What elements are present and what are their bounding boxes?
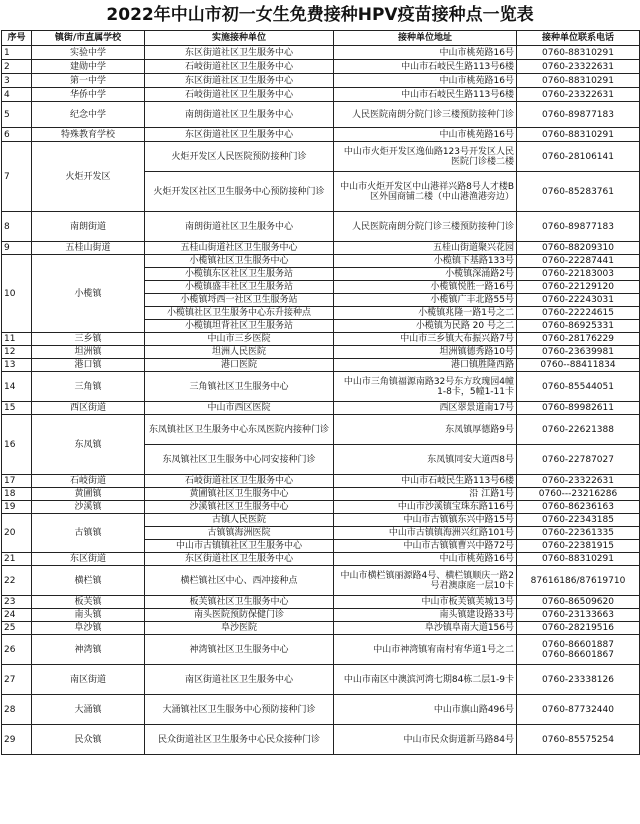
- row-phone: 0760-23322631: [517, 88, 640, 102]
- row-unit: 东区街道社区卫生服务中心: [145, 553, 334, 566]
- row-town: 建勋中学: [32, 60, 145, 74]
- table-row: [2, 333, 640, 346]
- row-unit: 火炬开发区社区卫生服务中心预防接种门诊: [145, 172, 334, 212]
- row-address: 中山市南区中澳滨河湾七期84栋二层1-9卡: [334, 665, 517, 695]
- row-address: 小榄镇下基路133号: [334, 255, 517, 268]
- row-number: 4: [2, 88, 32, 102]
- row-town: 神湾镇: [32, 635, 145, 665]
- row-unit: 中山市三乡医院: [145, 333, 334, 346]
- row-phone: 0760-28176229: [517, 333, 640, 346]
- row-town: 火炬开发区: [32, 142, 145, 212]
- row-address: 中山市桃苑路16号: [334, 553, 517, 566]
- row-address: 中山市横栏镇丽源路4号、横栏镇顺庆一路2号君澳康庭一层10卡: [334, 566, 517, 596]
- row-unit: 东凤镇社区卫生服务中心东凤医院内接种门诊: [145, 415, 334, 445]
- row-unit: 东区街道社区卫生服务中心: [145, 128, 334, 142]
- row-phone: 0760-85575254: [517, 725, 640, 755]
- table-row: [2, 415, 640, 445]
- row-number: 5: [2, 102, 32, 128]
- row-town: 南朗街道: [32, 212, 145, 242]
- row-town: 沙溪镇: [32, 501, 145, 514]
- row-town: 第一中学: [32, 74, 145, 88]
- row-phone: 0760-22243031: [517, 294, 640, 307]
- row-town: 古镇镇: [32, 514, 145, 553]
- header-unit: 实施接种单位: [145, 31, 334, 46]
- row-town: 坦洲镇: [32, 346, 145, 359]
- row-number: 18: [2, 488, 32, 501]
- row-unit: 石岐街道社区卫生服务中心: [145, 60, 334, 74]
- row-unit: 沙溪镇社区卫生服务中心: [145, 501, 334, 514]
- row-town: 阜沙镇: [32, 622, 145, 635]
- row-unit: 火炬开发区人民医院预防接种门诊: [145, 142, 334, 172]
- table-row: [2, 402, 640, 415]
- row-town: 实验中学: [32, 46, 145, 60]
- row-phone: 0760-22381915: [517, 540, 640, 553]
- row-address: 中山市旗山路496号: [334, 695, 517, 725]
- row-number: 13: [2, 359, 32, 372]
- table-row: [2, 142, 640, 172]
- row-address: 小榄镇悦胜一路16号: [334, 281, 517, 294]
- table-body: [2, 46, 640, 755]
- row-address: 中山市古镇镇海洲兴红路101号: [334, 527, 517, 540]
- row-unit: 中山市西区医院: [145, 402, 334, 415]
- row-phone: 0760-89982611: [517, 402, 640, 415]
- row-address: 中山市三乡镇大布振兴路7号: [334, 333, 517, 346]
- row-unit: 小榄镇社区卫生服务中心: [145, 255, 334, 268]
- row-town: 东区街道: [32, 553, 145, 566]
- table-row: [2, 128, 640, 142]
- row-phone: 0760-22787027: [517, 445, 640, 475]
- table-row: [2, 242, 640, 255]
- row-address: 小榄镇兆隆一路1号之二: [334, 307, 517, 320]
- row-phone: 87616186/87619710: [517, 566, 640, 596]
- row-address: 东凤镇同安大道西8号: [334, 445, 517, 475]
- row-phone: 0760-86509620: [517, 596, 640, 609]
- row-address: 小榄镇为民路 20 号之二: [334, 320, 517, 333]
- table-row: [2, 665, 640, 695]
- row-address: 中山市火炬开发区逸仙路123号开发区人民医院门诊楼二楼: [334, 142, 517, 172]
- page-title: 2022年中山市初一女生免费接种HPV疫苗接种点一览表: [106, 5, 534, 25]
- header-address: 接种单位地址: [334, 31, 517, 46]
- row-phone: 0760-22129120: [517, 281, 640, 294]
- row-address: 中山市石岐民生路113号6楼: [334, 60, 517, 74]
- row-number: 14: [2, 372, 32, 402]
- row-unit: 石岐街道社区卫生服务中心: [145, 88, 334, 102]
- table-row: [2, 88, 640, 102]
- row-phone: 0760-86601887 0760-86601867: [517, 635, 640, 665]
- header-town: 镇街/市直属学校: [32, 31, 145, 46]
- row-address: 中山市火炬开发区中山港祥兴路8号人才楼B区外国商铺二楼（中山港渔港旁边）: [334, 172, 517, 212]
- row-address: 沿 江路1号: [334, 488, 517, 501]
- row-number: 21: [2, 553, 32, 566]
- row-unit: 五桂山街道社区卫生服务中心: [145, 242, 334, 255]
- table-row: [2, 359, 640, 372]
- row-town: 西区街道: [32, 402, 145, 415]
- table-row: [2, 514, 640, 527]
- row-phone: 0760---23216286: [517, 488, 640, 501]
- row-phone: 0760-23322631: [517, 475, 640, 488]
- row-number: 1: [2, 46, 32, 60]
- row-unit: 东区街道社区卫生服务中心: [145, 74, 334, 88]
- row-phone: 0760-23322631: [517, 60, 640, 74]
- row-unit: 小榄镇盛丰社区卫生服务站: [145, 281, 334, 294]
- row-number: 3: [2, 74, 32, 88]
- row-address: 东凤镇厚德路9号: [334, 415, 517, 445]
- table-row: [2, 609, 640, 622]
- row-address: 西区翠景道南17号: [334, 402, 517, 415]
- row-unit: 小榄镇东区社区卫生服务站: [145, 268, 334, 281]
- row-unit: 东凤镇社区卫生服务中心同安接种门诊: [145, 445, 334, 475]
- row-phone: 0760-22224615: [517, 307, 640, 320]
- row-address: 南头镇建设路33号: [334, 609, 517, 622]
- table-row: [2, 346, 640, 359]
- row-number: 11: [2, 333, 32, 346]
- row-unit: 小榄镇社区卫生服务中心东升接种点: [145, 307, 334, 320]
- table-row: [2, 74, 640, 88]
- row-unit: 民众街道社区卫生服务中心民众接种门诊: [145, 725, 334, 755]
- row-address: 中山市民众街道新马路84号: [334, 725, 517, 755]
- row-town: 黄圃镇: [32, 488, 145, 501]
- row-number: 16: [2, 415, 32, 475]
- row-address: 坦洲镇德秀路10号: [334, 346, 517, 359]
- row-town: 南头镇: [32, 609, 145, 622]
- row-number: 12: [2, 346, 32, 359]
- table-row: [2, 255, 640, 268]
- row-number: 23: [2, 596, 32, 609]
- row-phone: 0760-22287441: [517, 255, 640, 268]
- row-phone: 0760-22343185: [517, 514, 640, 527]
- row-town: 华侨中学: [32, 88, 145, 102]
- row-address: 中山市古镇镇曹兴中路72号: [334, 540, 517, 553]
- row-address: 中山市沙溪镇宝珠东路116号: [334, 501, 517, 514]
- table-row: [2, 372, 640, 402]
- row-address: 港口镇胜隆西路: [334, 359, 517, 372]
- row-town: 小榄镇: [32, 255, 145, 333]
- row-phone: 0760-86925331: [517, 320, 640, 333]
- row-phone: 0760-28106141: [517, 142, 640, 172]
- header-no: 序号: [2, 31, 32, 46]
- row-town: 南区街道: [32, 665, 145, 695]
- row-phone: 0760-88209310: [517, 242, 640, 255]
- row-address: 中山市桃苑路16号: [334, 74, 517, 88]
- row-address: 阜沙镇阜南大道156号: [334, 622, 517, 635]
- row-phone: 0760-86236163: [517, 501, 640, 514]
- row-town: 横栏镇: [32, 566, 145, 596]
- table-row: [2, 622, 640, 635]
- row-phone: 0760-85544051: [517, 372, 640, 402]
- row-address: 人民医院南朗分院门诊三楼预防接种门诊: [334, 212, 517, 242]
- table-row: [2, 102, 640, 128]
- row-number: 8: [2, 212, 32, 242]
- row-phone: 0760-23133663: [517, 609, 640, 622]
- row-phone: 0760-89877183: [517, 212, 640, 242]
- row-unit: 东区街道社区卫生服务中心: [145, 46, 334, 60]
- row-phone: 0760-88310291: [517, 46, 640, 60]
- row-number: 29: [2, 725, 32, 755]
- row-phone: 0760-23338126: [517, 665, 640, 695]
- row-town: 民众镇: [32, 725, 145, 755]
- row-unit: 古镇人民医院: [145, 514, 334, 527]
- row-phone: 0760-88310291: [517, 553, 640, 566]
- row-address: 中山市石岐民生路113号6楼: [334, 475, 517, 488]
- row-town: 大涌镇: [32, 695, 145, 725]
- row-address: 小榄镇广丰北路55号: [334, 294, 517, 307]
- row-number: 24: [2, 609, 32, 622]
- row-number: 2: [2, 60, 32, 74]
- table-row: [2, 596, 640, 609]
- row-town: 五桂山街道: [32, 242, 145, 255]
- row-phone: 0760-22361335: [517, 527, 640, 540]
- row-address: 五桂山街道聚兴花园: [334, 242, 517, 255]
- row-unit: 阜沙医院: [145, 622, 334, 635]
- row-unit: 横栏镇社区中心、西冲接种点: [145, 566, 334, 596]
- row-address: 中山市板芙镇芙城13号: [334, 596, 517, 609]
- row-town: 三乡镇: [32, 333, 145, 346]
- row-unit: 神湾镇社区卫生服务中心: [145, 635, 334, 665]
- row-number: 27: [2, 665, 32, 695]
- table-row: [2, 501, 640, 514]
- row-unit: 石岐街道社区卫生服务中心: [145, 475, 334, 488]
- table-row: [2, 635, 640, 665]
- row-unit: 南朗街道社区卫生服务中心: [145, 212, 334, 242]
- row-number: 22: [2, 566, 32, 596]
- header-phone: 接种单位联系电话: [517, 31, 640, 46]
- row-town: 东凤镇: [32, 415, 145, 475]
- table-row: [2, 212, 640, 242]
- table-row: [2, 46, 640, 60]
- row-number: 19: [2, 501, 32, 514]
- vaccination-sites-table: [1, 30, 640, 755]
- row-phone: 0760-87732440: [517, 695, 640, 725]
- table-row: [2, 60, 640, 74]
- row-phone: 0760-85283761: [517, 172, 640, 212]
- row-number: 20: [2, 514, 32, 553]
- row-phone: 0760-22183003: [517, 268, 640, 281]
- table-row: [2, 695, 640, 725]
- row-address: 中山市古镇镇东兴中路15号: [334, 514, 517, 527]
- table-row: [2, 566, 640, 596]
- row-address: 人民医院南朗分院门诊三楼预防接种门诊: [334, 102, 517, 128]
- row-unit: 中山市古镇镇社区卫生服务中心: [145, 540, 334, 553]
- row-unit: 板芙镇社区卫生服务中心: [145, 596, 334, 609]
- row-unit: 南朗街道社区卫生服务中心: [145, 102, 334, 128]
- row-number: 28: [2, 695, 32, 725]
- row-phone: 0760-88310291: [517, 74, 640, 88]
- row-number: 6: [2, 128, 32, 142]
- row-address: 小榄镇深涌路2号: [334, 268, 517, 281]
- row-address: 中山市桃苑路16号: [334, 128, 517, 142]
- row-phone: 0760--88411834: [517, 359, 640, 372]
- row-town: 港口镇: [32, 359, 145, 372]
- table-header-row: [2, 31, 640, 46]
- row-address: 中山市石岐民生路113号6楼: [334, 88, 517, 102]
- row-unit: 南区街道社区卫生服务中心: [145, 665, 334, 695]
- row-address: 中山市桃苑路16号: [334, 46, 517, 60]
- row-phone: 0760-22621388: [517, 415, 640, 445]
- row-number: 25: [2, 622, 32, 635]
- row-phone: 0760-88310291: [517, 128, 640, 142]
- row-town: 特殊教育学校: [32, 128, 145, 142]
- row-number: 10: [2, 255, 32, 333]
- row-address: 中山市神湾镇宥南村宥华道1号之二: [334, 635, 517, 665]
- row-address: 中山市三角镇福源南路32号东方玫瑰园4幢1-8卡，5幢1-11卡: [334, 372, 517, 402]
- row-unit: 三角镇社区卫生服务中心: [145, 372, 334, 402]
- row-town: 三角镇: [32, 372, 145, 402]
- row-unit: 港口医院: [145, 359, 334, 372]
- row-number: 9: [2, 242, 32, 255]
- row-number: 15: [2, 402, 32, 415]
- row-town: 石岐街道: [32, 475, 145, 488]
- row-unit: 黄圃镇社区卫生服务中心: [145, 488, 334, 501]
- table-row: [2, 553, 640, 566]
- row-number: 7: [2, 142, 32, 212]
- table-row: [2, 725, 640, 755]
- row-unit: 南头医院预防保健门诊: [145, 609, 334, 622]
- row-unit: 古镇镇海洲医院: [145, 527, 334, 540]
- table-row: [2, 488, 640, 501]
- row-number: 17: [2, 475, 32, 488]
- row-town: 板芙镇: [32, 596, 145, 609]
- row-unit: 大涌镇社区卫生服务中心预防接种门诊: [145, 695, 334, 725]
- row-number: 26: [2, 635, 32, 665]
- row-phone: 0760-23639981: [517, 346, 640, 359]
- row-unit: 坦洲人民医院: [145, 346, 334, 359]
- row-phone: 0760-89877183: [517, 102, 640, 128]
- row-unit: 小榄镇埒西一社区卫生服务站: [145, 294, 334, 307]
- row-phone: 0760-28219516: [517, 622, 640, 635]
- table-row: [2, 475, 640, 488]
- row-town: 纪念中学: [32, 102, 145, 128]
- row-unit: 小榄镇坦背社区卫生服务站: [145, 320, 334, 333]
